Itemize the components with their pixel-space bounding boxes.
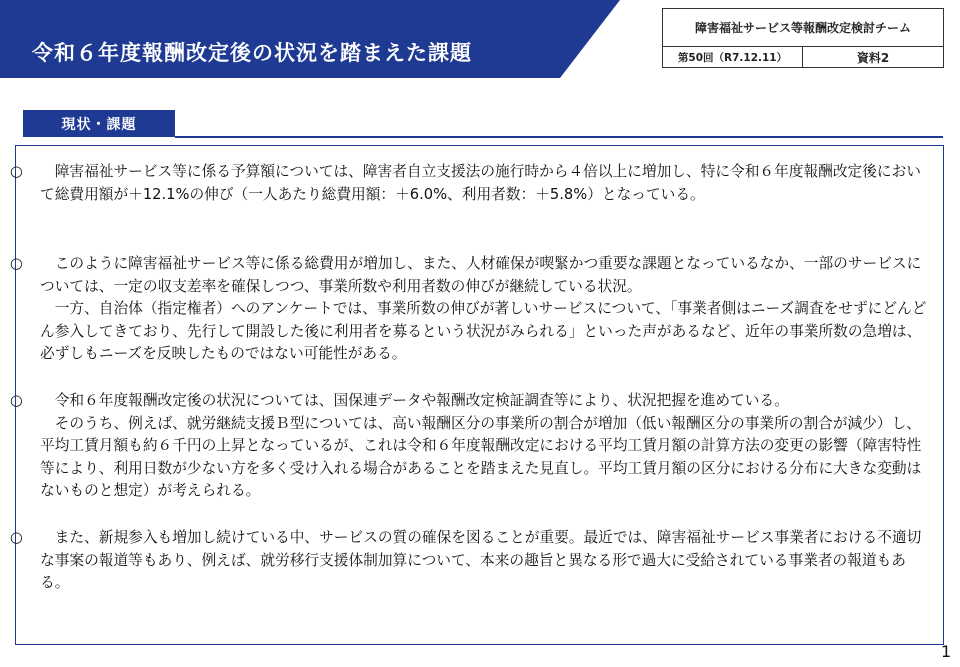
paragraph-reward-revision (10, 390, 928, 503)
paragraph-text: 令和６年度報酬改定後の状況については、国保連データや報酬改定検証調査等により、状況把握を進めている。 (54, 392, 789, 409)
meeting-info-box (662, 8, 944, 68)
paragraph-text: また、新規参入も増加し続けている中、サービスの質の確保を図ることが重要。最近では、障害福祉サービス事業者における不適切な事案の報道等もあり、例えば、就労移行支援体制加算について、本来の趣旨と異なる形で過大に受給されている事業者の報道もある。 (40, 529, 922, 591)
page-title: 令和６年度報酬改定後の状況を踏まえた課題 (32, 41, 472, 65)
section-divider (175, 136, 943, 138)
header-diagonal-cut (560, 0, 620, 78)
paragraph-text: そのうち、例えば、就労継続支援Ｂ型については、高い報酬区分の事業所の割合が増加（低い報酬区分の事業所の割合が減少）し、平均工賃月額も約６千円の上昇となっているが、これは令和６年度報酬改定における平均工賃月額の計算方法の変更の影響（障害特性等により、利用日数が少ない方を多く受け入れる場合があることを踏まえた見直し。平均工賃月額の区分における分布に大きな変動はないものと想定）が考えられる。 (40, 414, 922, 499)
circle-bullet-icon: ○ (10, 255, 23, 272)
paragraph-cost-increase (10, 253, 928, 366)
circle-bullet-icon: ○ (10, 529, 23, 546)
page-number: 1 (941, 642, 952, 661)
committee-name: 障害福祉サービス等報酬改定検討チーム (663, 9, 943, 47)
meeting-number: 第50回（R7.12.11） (663, 47, 803, 68)
section-heading: 現状・課題 (23, 110, 175, 137)
circle-bullet-icon: ○ (10, 163, 23, 180)
paragraph-text: このように障害福祉サービス等に係る総費用が増加し、また、人材確保が喫緊かつ重要な課題となっているなか、一部のサービスについては、一定の収支差率を確保しつつ、事業所数や利用者数の伸びが継続している状況。 (40, 255, 922, 295)
paragraph-budget-growth (10, 161, 928, 206)
circle-bullet-icon: ○ (10, 392, 23, 409)
document-id: 資料2 (856, 51, 890, 65)
paragraph-text: 一方、自治体（指定権者）へのアンケートでは、事業所数の伸びが著しいサービスについて、「事業者側はニーズ調査をせずにどんどん参入してきており、先行して開設した後に利用者を募るという状況がみられる」といった声があるなど、近年の事業所数の急増は、必ずしもニーズを反映したものではない可能性がある。 (40, 300, 927, 362)
paragraph-text: 障害福祉サービス等に係る予算額については、障害者自立支援法の施行時から４倍以上に増加し、特に令和６年度報酬改定後において総費用額が＋12.1%の伸び（一人あたり総費用額：＋6.0%、利用者数：＋5.8%）となっている。 (40, 163, 921, 203)
paragraph-service-quality (10, 527, 928, 595)
